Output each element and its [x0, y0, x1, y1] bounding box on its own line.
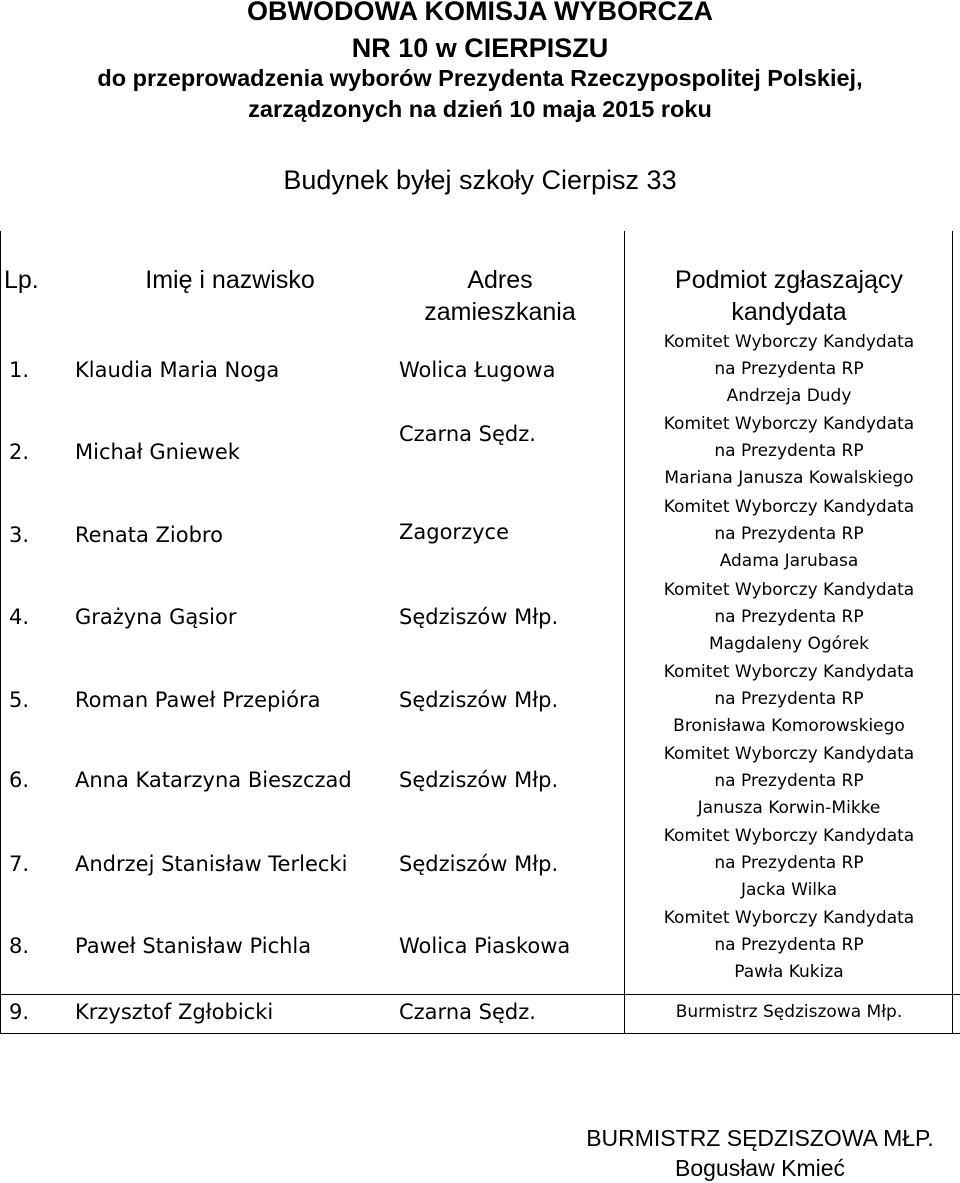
row-7-submitter-line1: Komitet Wyborczy Kandydata [663, 826, 915, 846]
row-6-submitter [637, 741, 941, 822]
row-2-submitter-line2: na Prezydenta RP [714, 441, 864, 461]
row-6-name: Anna Katarzyna Bieszczad [75, 768, 352, 792]
row-3-submitter-line2: na Prezydenta RP [714, 524, 864, 544]
row-1-submitter-line3: Andrzeja Dudy [726, 386, 852, 406]
row-4-name: Grażyna Gąsior [75, 605, 237, 629]
row-1-name: Klaudia Maria Noga [75, 358, 280, 382]
row-2-lp: 2. [9, 440, 30, 464]
row-1-submitter-line2: na Prezydenta RP [714, 359, 864, 379]
row-5-name: Roman Paweł Przepióra [75, 688, 321, 712]
row-5-lp: 5. [9, 688, 30, 712]
row-9-submitter-line1: Burmistrz Sędziszowa Młp. [675, 1002, 903, 1022]
column-header-address-line2: zamieszkania [424, 298, 576, 326]
row-8-lp: 8. [9, 934, 30, 958]
row-8-submitter-line3: Pawła Kukiza [734, 962, 844, 982]
row-8-submitter-line1: Komitet Wyborczy Kandydata [663, 908, 915, 928]
row-3-submitter-line1: Komitet Wyborczy Kandydata [663, 497, 915, 517]
row-2-name: Michał Gniewek [75, 440, 240, 464]
row-8-submitter-line2: na Prezydenta RP [714, 935, 864, 955]
signature-title: BURMISTRZ SĘDZISZOWA MŁP. [586, 1125, 934, 1151]
row-3-name: Renata Ziobro [75, 523, 223, 547]
row-9-lp: 9. [9, 1000, 30, 1024]
table-border-bottom [0, 1033, 960, 1034]
row-5-submitter-line3: Bronisława Komorowskiego [673, 716, 905, 736]
row-4-submitter-line2: na Prezydenta RP [714, 607, 864, 627]
row-4-submitter-line1: Komitet Wyborczy Kandydata [663, 580, 915, 600]
table-border-left [0, 231, 1, 1034]
column-header-submitter-line2: kandydata [731, 298, 847, 326]
row-6-submitter-line3: Janusza Korwin-Mikke [697, 798, 881, 818]
row-3-lp: 3. [9, 523, 30, 547]
row-7-submitter-line3: Jacka Wilka [741, 880, 837, 900]
row-2-address: Czarna Sędz. [399, 422, 536, 446]
table-row-divider [0, 994, 960, 995]
row-5-address: Sędziszów Młp. [399, 688, 559, 712]
table-column-divider [624, 231, 625, 1034]
column-header-name: Imię i nazwisko [145, 266, 315, 294]
row-1-lp: 1. [9, 358, 30, 382]
row-9-submitter [637, 999, 941, 1026]
row-7-name: Andrzej Stanisław Terlecki [75, 852, 348, 876]
row-5-submitter [637, 659, 941, 740]
row-8-submitter [637, 905, 941, 986]
commission-number: NR 10 w CIERPISZU [351, 33, 609, 63]
row-9-name: Krzysztof Zgłobicki [75, 1000, 274, 1024]
row-1-submitter-line1: Komitet Wyborczy Kandydata [663, 332, 915, 352]
column-header-address: Adres [467, 266, 533, 294]
row-7-lp: 7. [9, 852, 30, 876]
row-6-lp: 6. [9, 768, 30, 792]
column-header-lp: Lp. [4, 266, 39, 294]
row-7-address: Sędziszów Młp. [399, 852, 559, 876]
row-7-submitter [637, 823, 941, 904]
row-4-address: Sędziszów Młp. [399, 605, 559, 629]
election-description: do przeprowadzenia wyborów Prezydenta Rzeczypospolitej Polskiej, [97, 65, 863, 91]
row-4-lp: 4. [9, 605, 30, 629]
row-2-submitter [637, 411, 941, 492]
column-header-submitter: Podmiot zgłaszający [675, 266, 903, 294]
row-3-submitter [637, 494, 941, 575]
row-6-submitter-line2: na Prezydenta RP [714, 771, 864, 791]
election-date: zarządzonych na dzień 10 maja 2015 roku [248, 96, 712, 122]
row-8-address: Wolica Piaskowa [399, 934, 571, 958]
row-1-address: Wolica Ługowa [399, 358, 556, 382]
row-7-submitter-line2: na Prezydenta RP [714, 853, 864, 873]
row-4-submitter [637, 577, 941, 658]
row-3-address: Zagorzyce [399, 520, 509, 544]
signature-name: Bogusław Kmieć [674, 1155, 846, 1181]
row-3-submitter-line3: Adama Jarubasa [719, 551, 859, 571]
row-2-submitter-line1: Komitet Wyborczy Kandydata [663, 414, 915, 434]
table-border-right [952, 231, 953, 1034]
row-4-submitter-line3: Magdaleny Ogórek [709, 634, 869, 654]
building-address: Budynek byłej szkoły Cierpisz 33 [283, 165, 677, 195]
row-6-address: Sędziszów Młp. [399, 768, 559, 792]
row-2-submitter-line3: Mariana Janusza Kowalskiego [664, 468, 914, 488]
commission-title: OBWODOWA KOMISJA WYBORCZA [247, 0, 713, 26]
row-1-submitter [637, 329, 941, 410]
row-5-submitter-line1: Komitet Wyborczy Kandydata [663, 662, 915, 682]
row-9-address: Czarna Sędz. [399, 1000, 536, 1024]
row-8-name: Paweł Stanisław Pichla [75, 934, 312, 958]
row-6-submitter-line1: Komitet Wyborczy Kandydata [663, 744, 915, 764]
row-5-submitter-line2: na Prezydenta RP [714, 689, 864, 709]
